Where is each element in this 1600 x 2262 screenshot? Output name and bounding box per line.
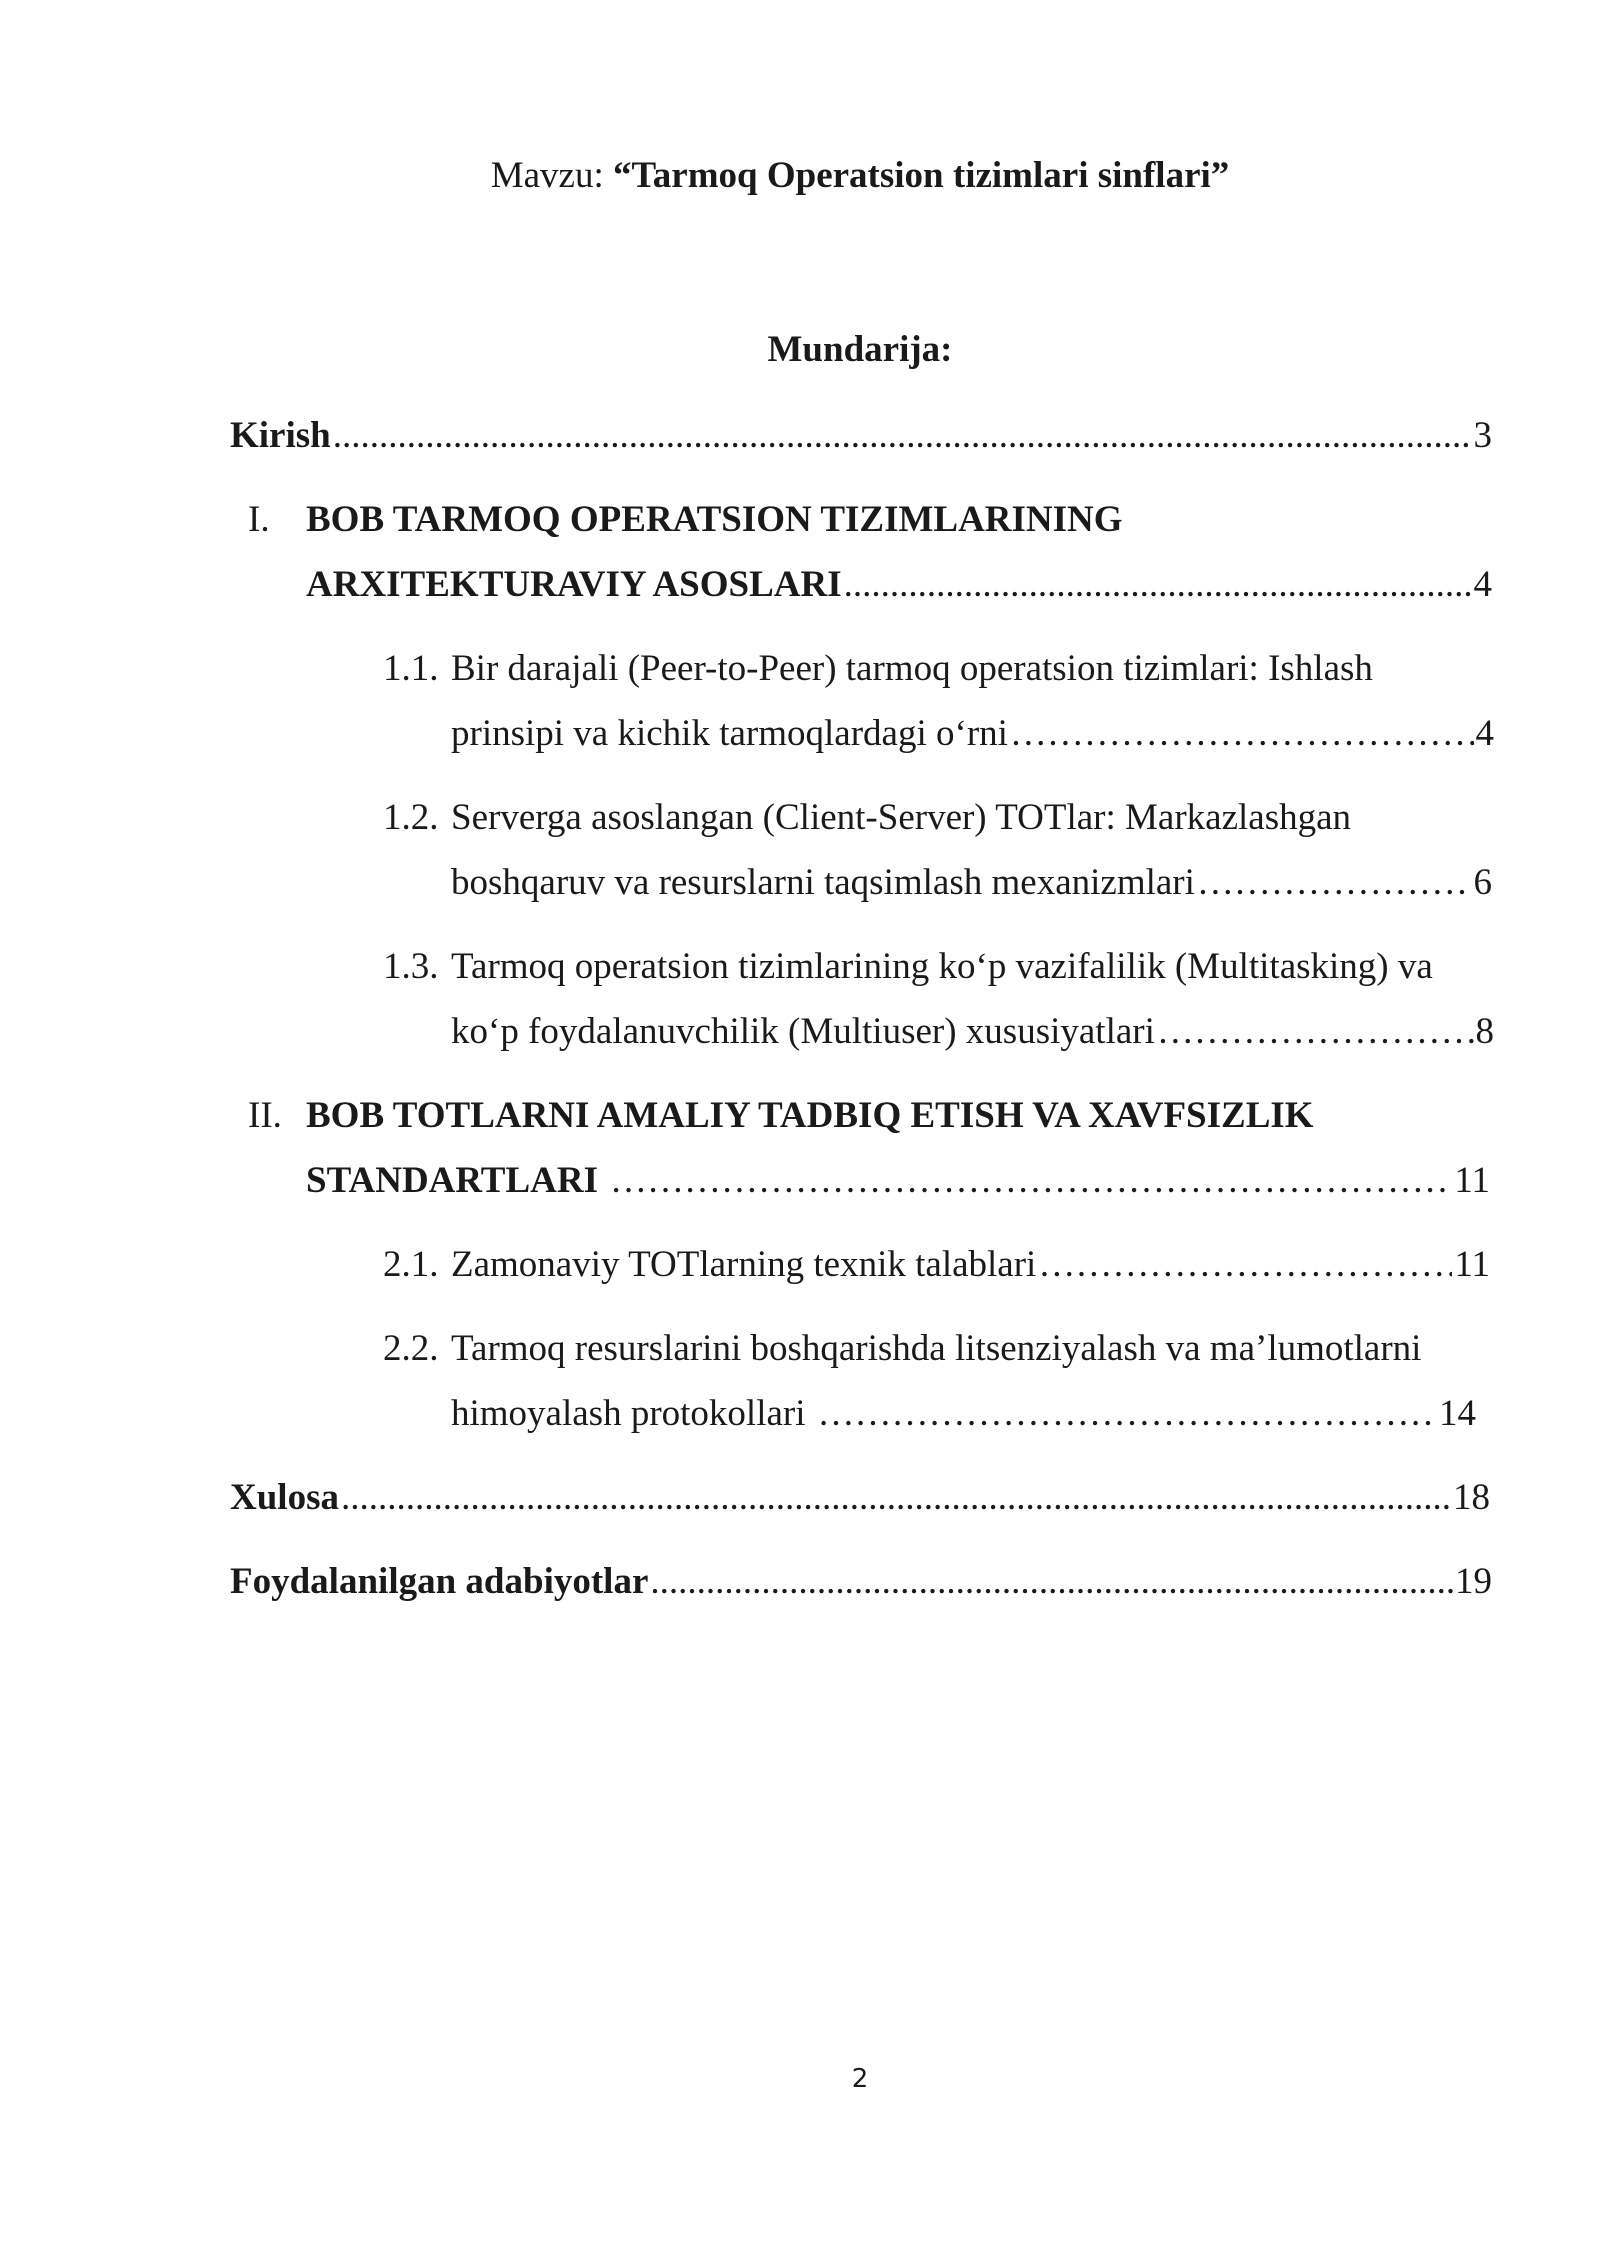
toc-leader-dots [818, 1388, 1437, 1440]
chapter-numeral: I. [248, 499, 270, 540]
toc-entry-references [230, 1556, 1492, 1608]
toc-page-number: 4 [1475, 713, 1494, 754]
toc-entry-1-2 [451, 857, 1492, 909]
toc-page-number: 3 [1473, 415, 1492, 456]
toc-leader-dots [341, 1472, 1451, 1524]
toc-entry-chapter2 [306, 1155, 1490, 1207]
section-number: 1.3. [383, 946, 439, 987]
toc-page-number: 11 [1454, 1160, 1490, 1201]
toc-entry-title: Zamonaviy TOTlarning texnik talablari [451, 1244, 1037, 1285]
toc-leader-dots [1010, 708, 1474, 760]
page-number: 2 [851, 2064, 869, 2094]
toc-entry-title: Foydalanilgan adabiyotlar [230, 1561, 649, 1602]
toc-entry-1-3 [451, 1006, 1494, 1058]
chapter-title-line: BOB TARMOQ OPERATSION TIZIMLARINING [306, 499, 1123, 540]
toc-entry-title: Xulosa [230, 1477, 339, 1518]
toc-page-number: 11 [1454, 1244, 1490, 1285]
toc-page-number: 6 [1473, 862, 1492, 903]
toc-entry-title: STANDARTLARI [306, 1160, 599, 1201]
chapter-numeral: II. [248, 1095, 282, 1136]
toc-heading: Mundarija: [767, 329, 953, 370]
toc-page-number: 4 [1473, 564, 1492, 605]
toc-page-number: 8 [1475, 1011, 1494, 1052]
toc-entry-2-2 [451, 1388, 1476, 1440]
toc-entry-title: Kirish [230, 415, 331, 456]
toc-entry-title: prinsipi va kichik tarmoqlardagi o‘rni [451, 713, 1008, 754]
toc-entry-1-1 [451, 708, 1494, 760]
toc-entry-chapter1 [306, 559, 1492, 611]
section-title-line: Tarmoq resurslarini boshqarishda litsenziyalash va ma’lumotlarni [451, 1328, 1422, 1369]
toc-leader-dots [1157, 1006, 1474, 1058]
toc-entry-conclusion [230, 1472, 1490, 1524]
toc-entry-title: himoyalash protokollari [451, 1393, 806, 1434]
document-title [0, 150, 1600, 202]
toc-page-number: 19 [1455, 1561, 1492, 1602]
chapter-title-line: BOB TOTLARNI AMALIY TADBIQ ETISH VA XAVFSIZLIK [306, 1095, 1314, 1136]
section-title-line: Serverga asoslangan (Client-Server) TOTlar: Markazlashgan [451, 797, 1352, 838]
toc-leader-dots [1038, 1239, 1452, 1291]
topic-label: Mavzu: [490, 155, 604, 196]
section-number: 1.2. [383, 797, 439, 838]
toc-entry-title: ko‘p foydalanuvchilik (Multiuser) xususiyatlari [451, 1011, 1155, 1052]
toc-page-number: 14 [1439, 1393, 1476, 1434]
toc-entry-2-1 [451, 1239, 1490, 1291]
section-number: 1.1. [383, 648, 439, 689]
toc-leader-dots [333, 410, 1472, 462]
topic-text: “Tarmoq Operatsion tizimlari sinflari” [612, 155, 1230, 196]
toc-page-number: 18 [1453, 1477, 1490, 1518]
toc-leader-dots [844, 559, 1472, 611]
toc-entry-title: boshqaruv va resurslarni taqsimlash mexanizmlari [451, 862, 1195, 903]
section-number: 2.1. [383, 1244, 439, 1285]
section-title-line: Tarmoq operatsion tizimlarining ko‘p vazifalilik (Multitasking) va [451, 946, 1433, 987]
toc-leader-dots [610, 1155, 1452, 1207]
toc-leader-dots [1197, 857, 1472, 909]
section-number: 2.2. [383, 1328, 439, 1369]
toc-entry-intro [230, 410, 1492, 462]
toc-leader-dots [650, 1556, 1453, 1608]
toc-entry-title: ARXITEKTURAVIY ASOSLARI [306, 564, 842, 605]
section-title-line: Bir darajali (Peer-to-Peer) tarmoq operatsion tizimlari: Ishlash [451, 648, 1373, 689]
